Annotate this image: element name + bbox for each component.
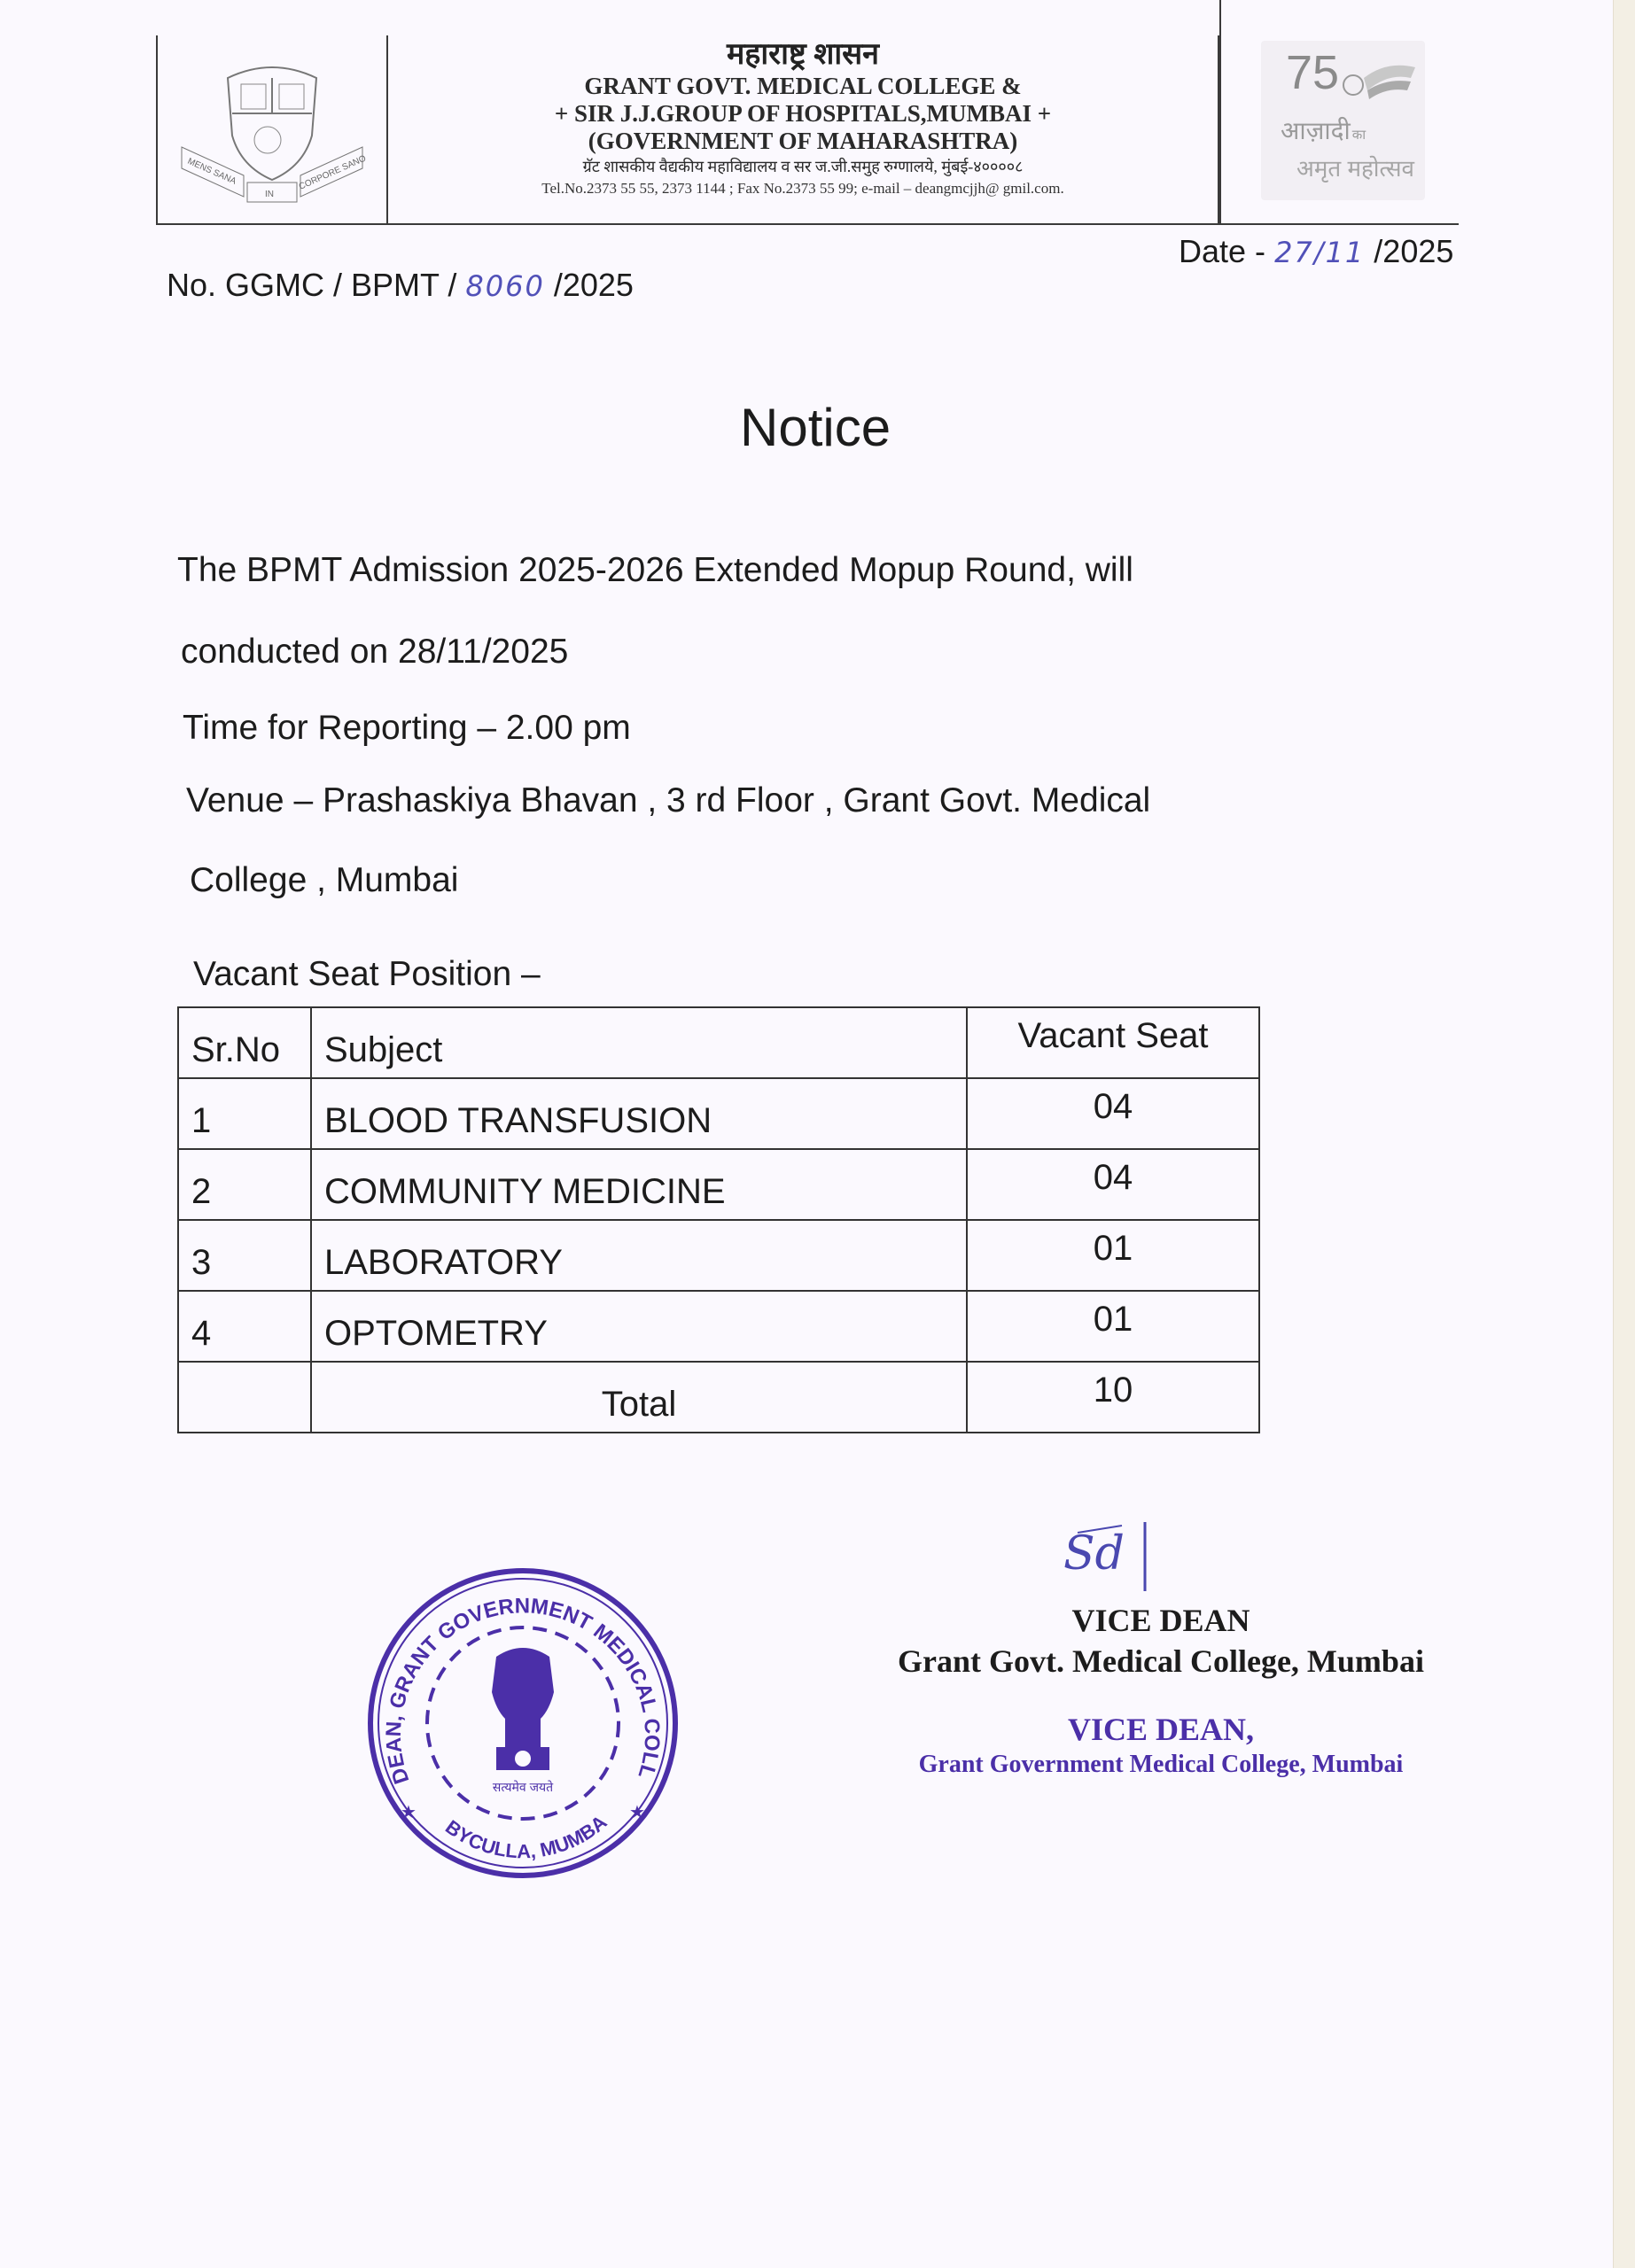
reporting-time: Time for Reporting – 2.00 pm [183, 709, 631, 747]
ref-handwritten-number: 8060 [465, 269, 545, 303]
motto-right: CORPORE SANO [297, 153, 368, 192]
emblem-motto: सत्यमेव जयते [492, 1780, 554, 1794]
logo-line1: आज़ादी [1281, 117, 1351, 144]
body-line-1: The BPMT Admission 2025-2026 Extended Mopup Round, will [177, 551, 1133, 589]
signatory-block [833, 1600, 1489, 1682]
cell-vacant: 01 [967, 1220, 1259, 1291]
college-crest-logo [158, 35, 388, 223]
reference-number [167, 266, 634, 306]
table-row [178, 1220, 1259, 1291]
total-value: 10 [967, 1362, 1259, 1433]
body-line-2: conducted on 28/11/2025 [181, 633, 569, 671]
stamp-ring-text: DEAN, GRANT GOVERNMENT MEDICAL COLL [381, 1594, 665, 1787]
signature-text: Sd [1063, 1527, 1125, 1581]
star-icon: ★ [401, 1801, 417, 1822]
letterhead [156, 35, 1219, 225]
marathi-address: ग्रॅट शासकीय वैद्यकीय महाविद्यालय व सर ज.जी.समुह रुग्णालये, मुंबई-४००००८ [582, 158, 1024, 175]
table-total-row [178, 1362, 1259, 1433]
header-sr-no: Sr.No [178, 1007, 311, 1078]
signatory-title: VICE DEAN [1071, 1603, 1250, 1638]
header-subject: Subject [311, 1007, 967, 1078]
ref-prefix: No. GGMC / BPMT / [167, 267, 457, 303]
govt-marathi: महाराष्ट्र शासन [726, 38, 880, 71]
dean-round-stamp [354, 1559, 691, 1887]
vacant-heading: Vacant Seat Position – [193, 955, 541, 993]
logo-number: 75 [1286, 46, 1340, 99]
notice-date [1179, 232, 1453, 272]
letterhead-right-panel [1219, 0, 1459, 225]
cell-vacant: 04 [967, 1149, 1259, 1220]
letterhead-text [388, 35, 1218, 223]
vacant-seat-table [177, 1006, 1260, 1433]
ref-suffix: /2025 [553, 267, 634, 303]
date-suffix: /2025 [1374, 233, 1454, 269]
crest-icon [175, 43, 370, 216]
total-label: Total [311, 1362, 967, 1433]
motto-left: MENS SANA [185, 156, 238, 187]
stamp-title: VICE DEAN, [1067, 1712, 1255, 1747]
cell-subject: BLOOD TRANSFUSION [311, 1078, 967, 1149]
cell-vacant: 04 [967, 1078, 1259, 1149]
seal-icon [354, 1559, 691, 1887]
table-row [178, 1078, 1259, 1149]
cell-sr-no: 3 [178, 1220, 311, 1291]
cell-empty [178, 1362, 311, 1433]
contact-details: Tel.No.2373 55 55, 2373 1144 ; Fax No.2373 55 99; e-mail – deangmcjjh@ gmil.com. [541, 180, 1064, 197]
venue-line-1: Venue – Prashaskiya Bhavan , 3 rd Floor , Grant Govt. Medical [186, 781, 1151, 819]
table-row [178, 1291, 1259, 1362]
star-icon: ★ [629, 1801, 645, 1822]
table-row [178, 1149, 1259, 1220]
national-emblem-icon [492, 1648, 554, 1770]
signatory-org: Grant Govt. Medical College, Mumbai [898, 1643, 1424, 1679]
table-header-row [178, 1007, 1259, 1078]
date-prefix: Date - [1179, 233, 1266, 269]
cell-subject: LABORATORY [311, 1220, 967, 1291]
scan-edge [1613, 0, 1635, 2268]
venue-line-2: College , Mumbai [190, 861, 459, 899]
government-line: (GOVERNMENT OF MAHARASHTRA) [588, 128, 1018, 154]
vice-dean-rubber-stamp [833, 1710, 1489, 1781]
cell-subject: OPTOMETRY [311, 1291, 967, 1362]
cell-sr-no: 1 [178, 1078, 311, 1149]
date-handwritten: 27/11 [1274, 236, 1366, 269]
stamp-org: Grant Government Medical College, Mumbai [918, 1751, 1404, 1778]
cell-vacant: 01 [967, 1291, 1259, 1362]
flag-icon [1343, 53, 1419, 106]
hospital-group: + SIR J.J.GROUP OF HOSPITALS,MUMBAI + [554, 100, 1052, 127]
header-vacant-seat: Vacant Seat [967, 1007, 1259, 1078]
cell-sr-no: 2 [178, 1149, 311, 1220]
cell-subject: COMMUNITY MEDICINE [311, 1149, 967, 1220]
signature-mark [1060, 1520, 1184, 1595]
logo-ka: का [1351, 128, 1366, 143]
notice-title: Notice [740, 398, 891, 457]
azadi-ka-amrit-mahotsav-logo [1261, 41, 1425, 200]
motto-mid: IN [265, 190, 274, 199]
stamp-bottom-text: BYCULLA, MUMBA [441, 1810, 611, 1863]
college-name: GRANT GOVT. MEDICAL COLLEGE & [584, 73, 1022, 99]
logo-line2: अमृत महोत्सव [1296, 155, 1415, 182]
cell-sr-no: 4 [178, 1291, 311, 1362]
